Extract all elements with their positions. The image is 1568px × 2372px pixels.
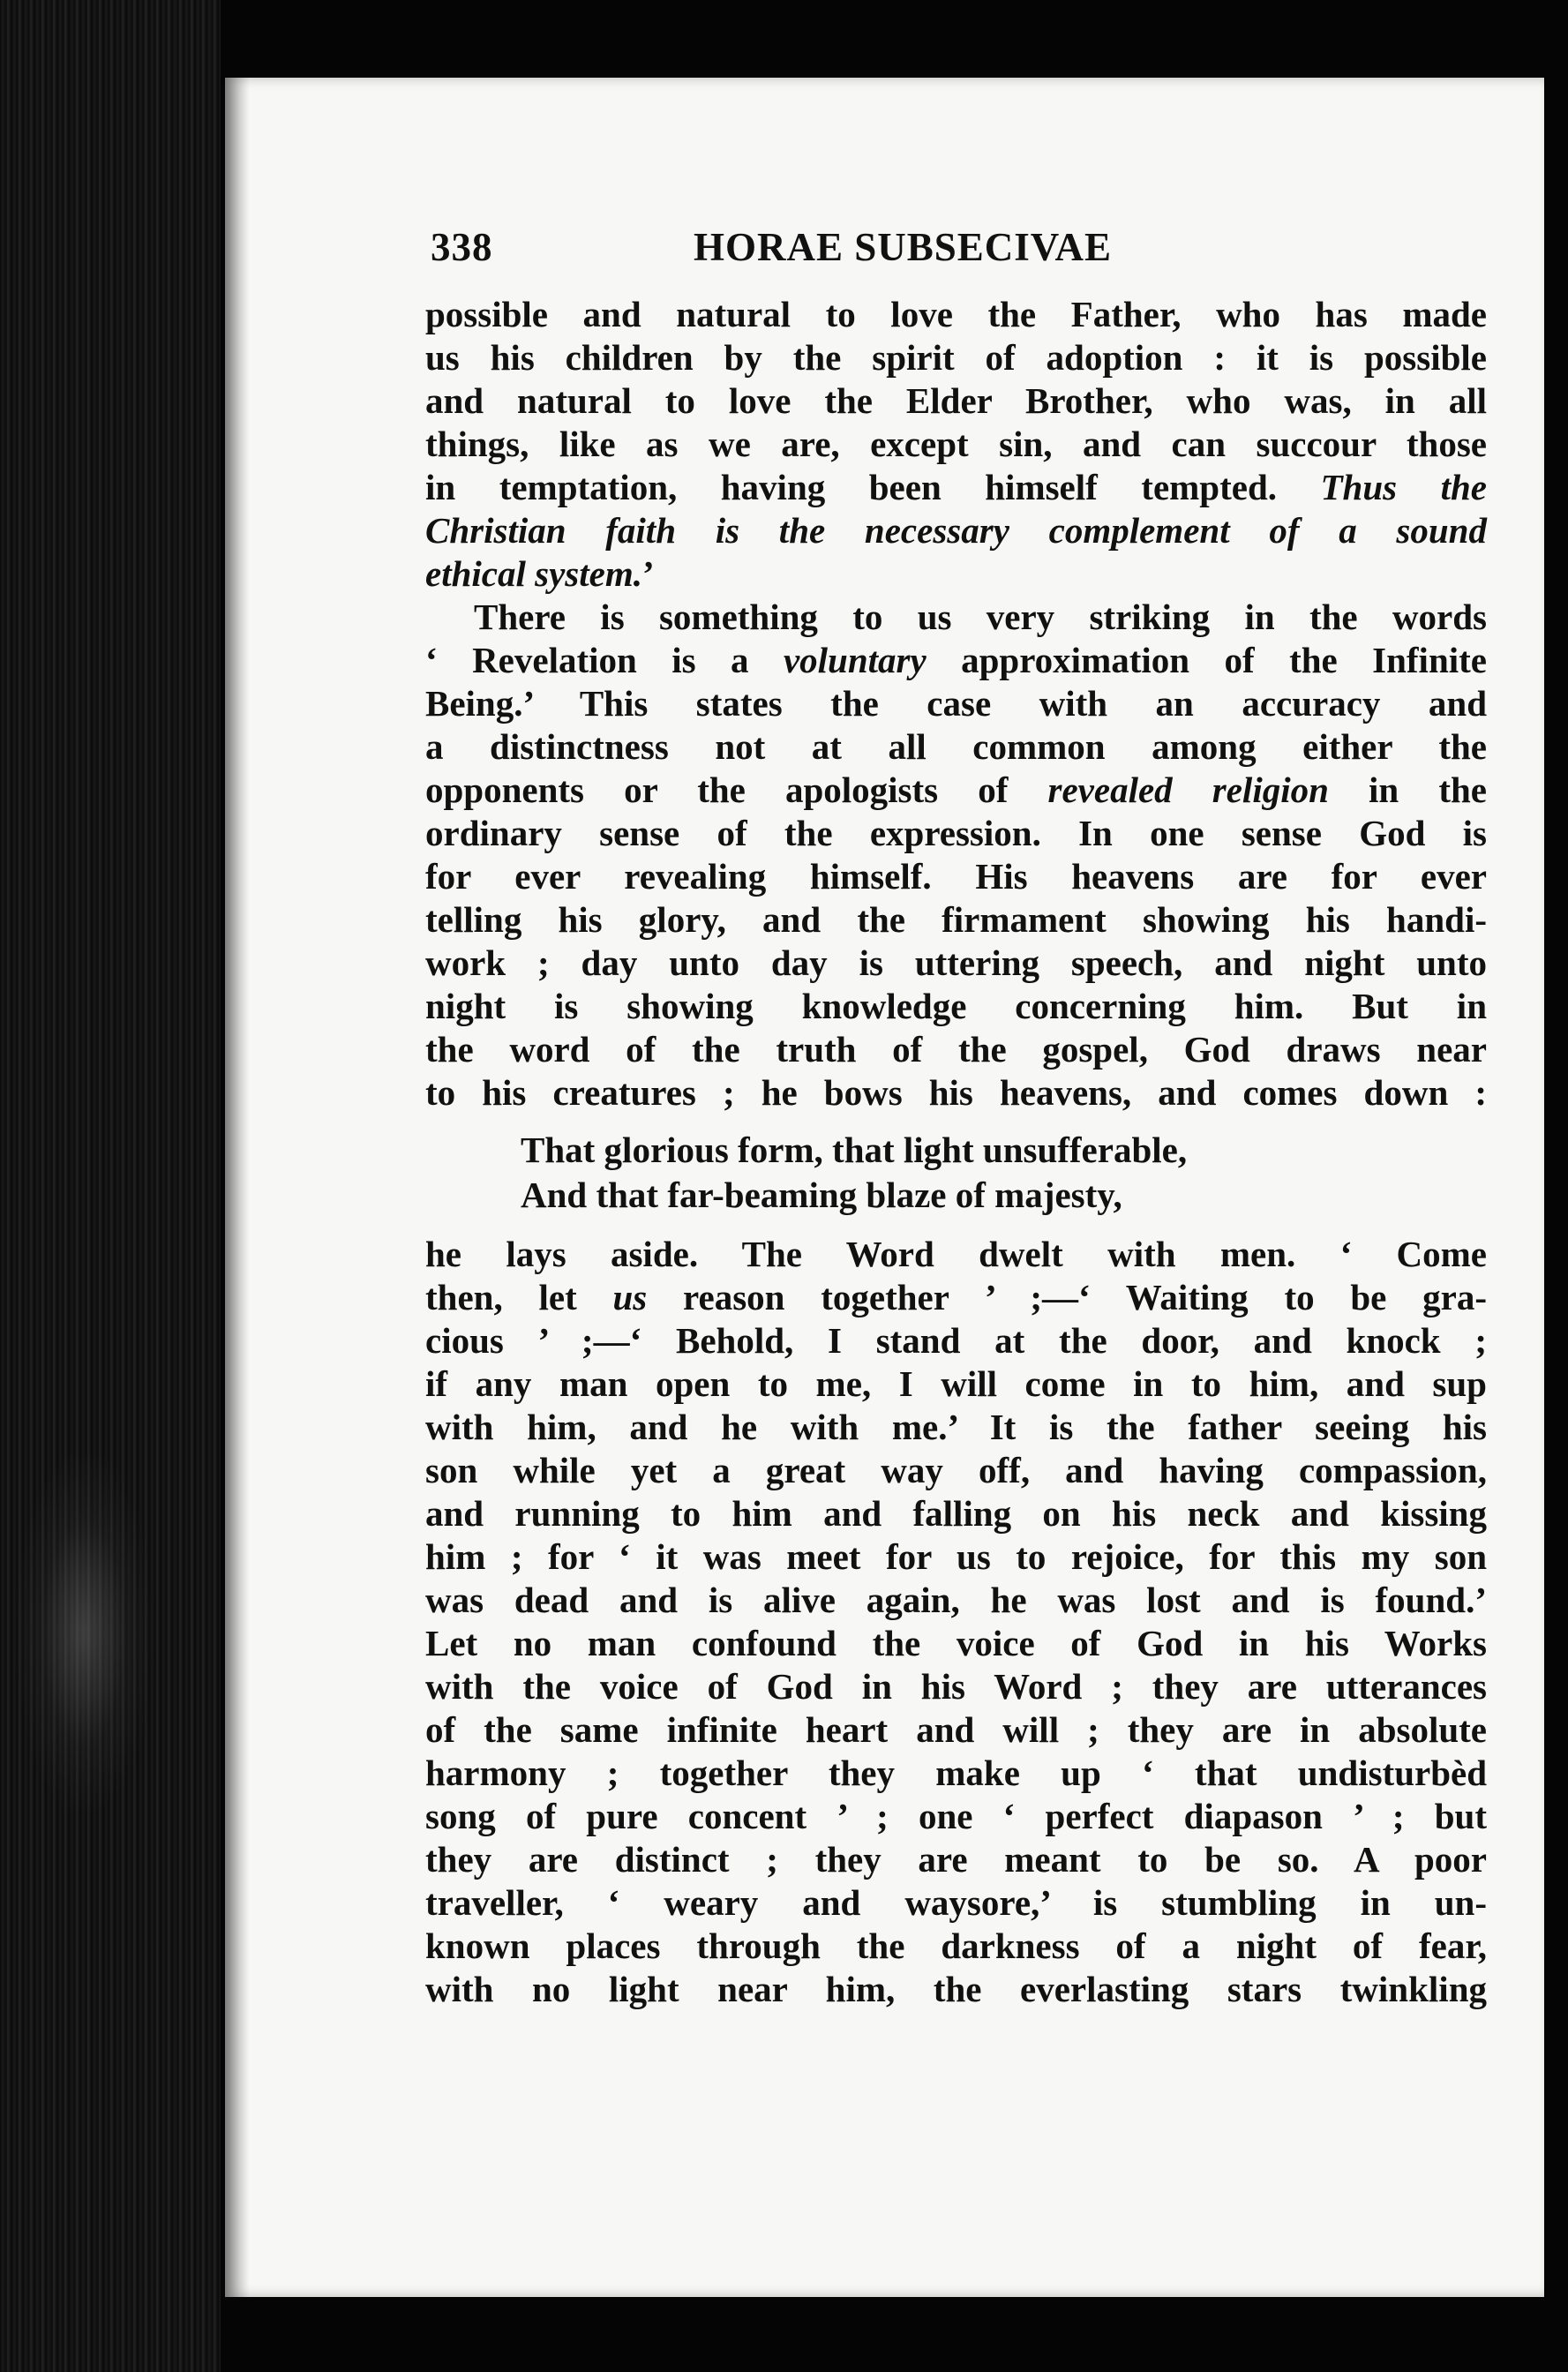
body-text [425, 293, 1487, 2011]
text-line: a distinctness not at all common among either the [425, 726, 1487, 767]
text-line [425, 552, 1487, 596]
quoted-verse-line: And that far-beaming blaze of majesty, [521, 1175, 1122, 1215]
text-line [425, 769, 1487, 812]
spine-shadow [225, 78, 250, 2297]
italic-text: Thus the [1320, 467, 1487, 507]
text-line: he lays aside. The Word dwelt with men. ‘ Come [425, 1234, 1487, 1274]
italic-text: ethical system. [425, 553, 642, 594]
text-line [425, 1276, 1487, 1319]
text-line: night is showing knowledge concerning him. But in [425, 986, 1487, 1026]
text-line: was dead and is alive again, he was lost and is found.’ [425, 1580, 1487, 1620]
text-segment: ‘ Revelation is a [425, 640, 784, 680]
text-line [425, 639, 1487, 682]
page-header [431, 224, 1375, 277]
text-line: and running to him and falling on his neck and kissing [425, 1493, 1487, 1534]
text-line [425, 466, 1487, 509]
text-line [425, 509, 1487, 552]
page-number: 338 [431, 225, 493, 269]
text-line: Let no man confound the voice of God in his Works [425, 1623, 1487, 1663]
closing-quote: ’ [641, 553, 655, 594]
text-line: Being.’ This states the case with an accuracy and [425, 683, 1487, 724]
text-line: with no light near him, the everlasting stars twinkling [425, 1969, 1487, 2009]
text-line: cious ’ ;—‘ Behold, I stand at the door, and knock ; [425, 1320, 1487, 1361]
text-line: work ; day unto day is uttering speech, and night unto [425, 942, 1487, 983]
italic-text: Christian faith is the necessary complement of a sound [425, 510, 1487, 551]
italic-text: voluntary [783, 640, 927, 680]
text-segment: reason together ’ ;—‘ Waiting to be gra- [647, 1277, 1487, 1317]
text-line: harmony ; together they make up ‘ that undisturbèd [425, 1753, 1487, 1793]
text-line: possible and natural to love the Father, who has made [425, 294, 1487, 334]
text-line: known places through the darkness of a night of fear, [425, 1925, 1487, 1966]
text-line: son while yet a great way off, and having compassion, [425, 1450, 1487, 1490]
text-line: for ever revealing himself. His heavens are for ever [425, 856, 1487, 897]
text-line: There is something to us very striking in the words [474, 597, 1487, 637]
text-line: things, like as we are, except sin, and can succour those [425, 424, 1487, 464]
spacer [425, 1115, 1487, 1129]
running-title: HORAE SUBSECIVAE [693, 225, 1113, 269]
text-line: us his children by the spirit of adoption : it is possible [425, 337, 1487, 378]
italic-text: revealed religion [1047, 769, 1329, 810]
text-line: of the same infinite heart and will ; they are in absolute [425, 1709, 1487, 1750]
book-page [225, 78, 1544, 2297]
text-line: they are distinct ; they are meant to be so. A poor [425, 1839, 1487, 1880]
text-line: with him, and he with me.’ It is the father seeing his [425, 1407, 1487, 1447]
text-line: and natural to love the Elder Brother, who was, in all [425, 380, 1487, 421]
text-line: to his creatures ; he bows his heavens, and comes down : [425, 1072, 1487, 1113]
text-line: telling his glory, and the firmament showing his handi- [425, 899, 1487, 940]
text-segment: opponents or the apologists of [425, 769, 1048, 810]
text-line: traveller, ‘ weary and waysore,’ is stumbling in un- [425, 1882, 1487, 1923]
text-segment: in temptation, having been himself tempted. [425, 467, 1277, 507]
text-segment: in the [1328, 769, 1487, 810]
quoted-verse-line: That glorious form, that light unsufferable, [521, 1130, 1188, 1170]
text-line: ordinary sense of the expression. In one sense God is [425, 813, 1487, 853]
text-line: with the voice of God in his Word ; they are utterances [425, 1666, 1487, 1707]
spacer [425, 1219, 1487, 1233]
text-line: if any man open to me, I will come in to him, and sup [425, 1363, 1487, 1404]
text-line: song of pure concent ’ ; one ‘ perfect diapason ’ ; but [425, 1796, 1487, 1836]
book-edge [0, 0, 221, 2372]
text-line: the word of the truth of the gospel, God draws near [425, 1029, 1487, 1070]
italic-text: us [612, 1277, 648, 1317]
text-line: him ; for ‘ it was meet for us to rejoice, for this my son [425, 1536, 1487, 1577]
text-segment: approximation of the Infinite [926, 640, 1487, 680]
text-segment: then, let [425, 1277, 613, 1317]
